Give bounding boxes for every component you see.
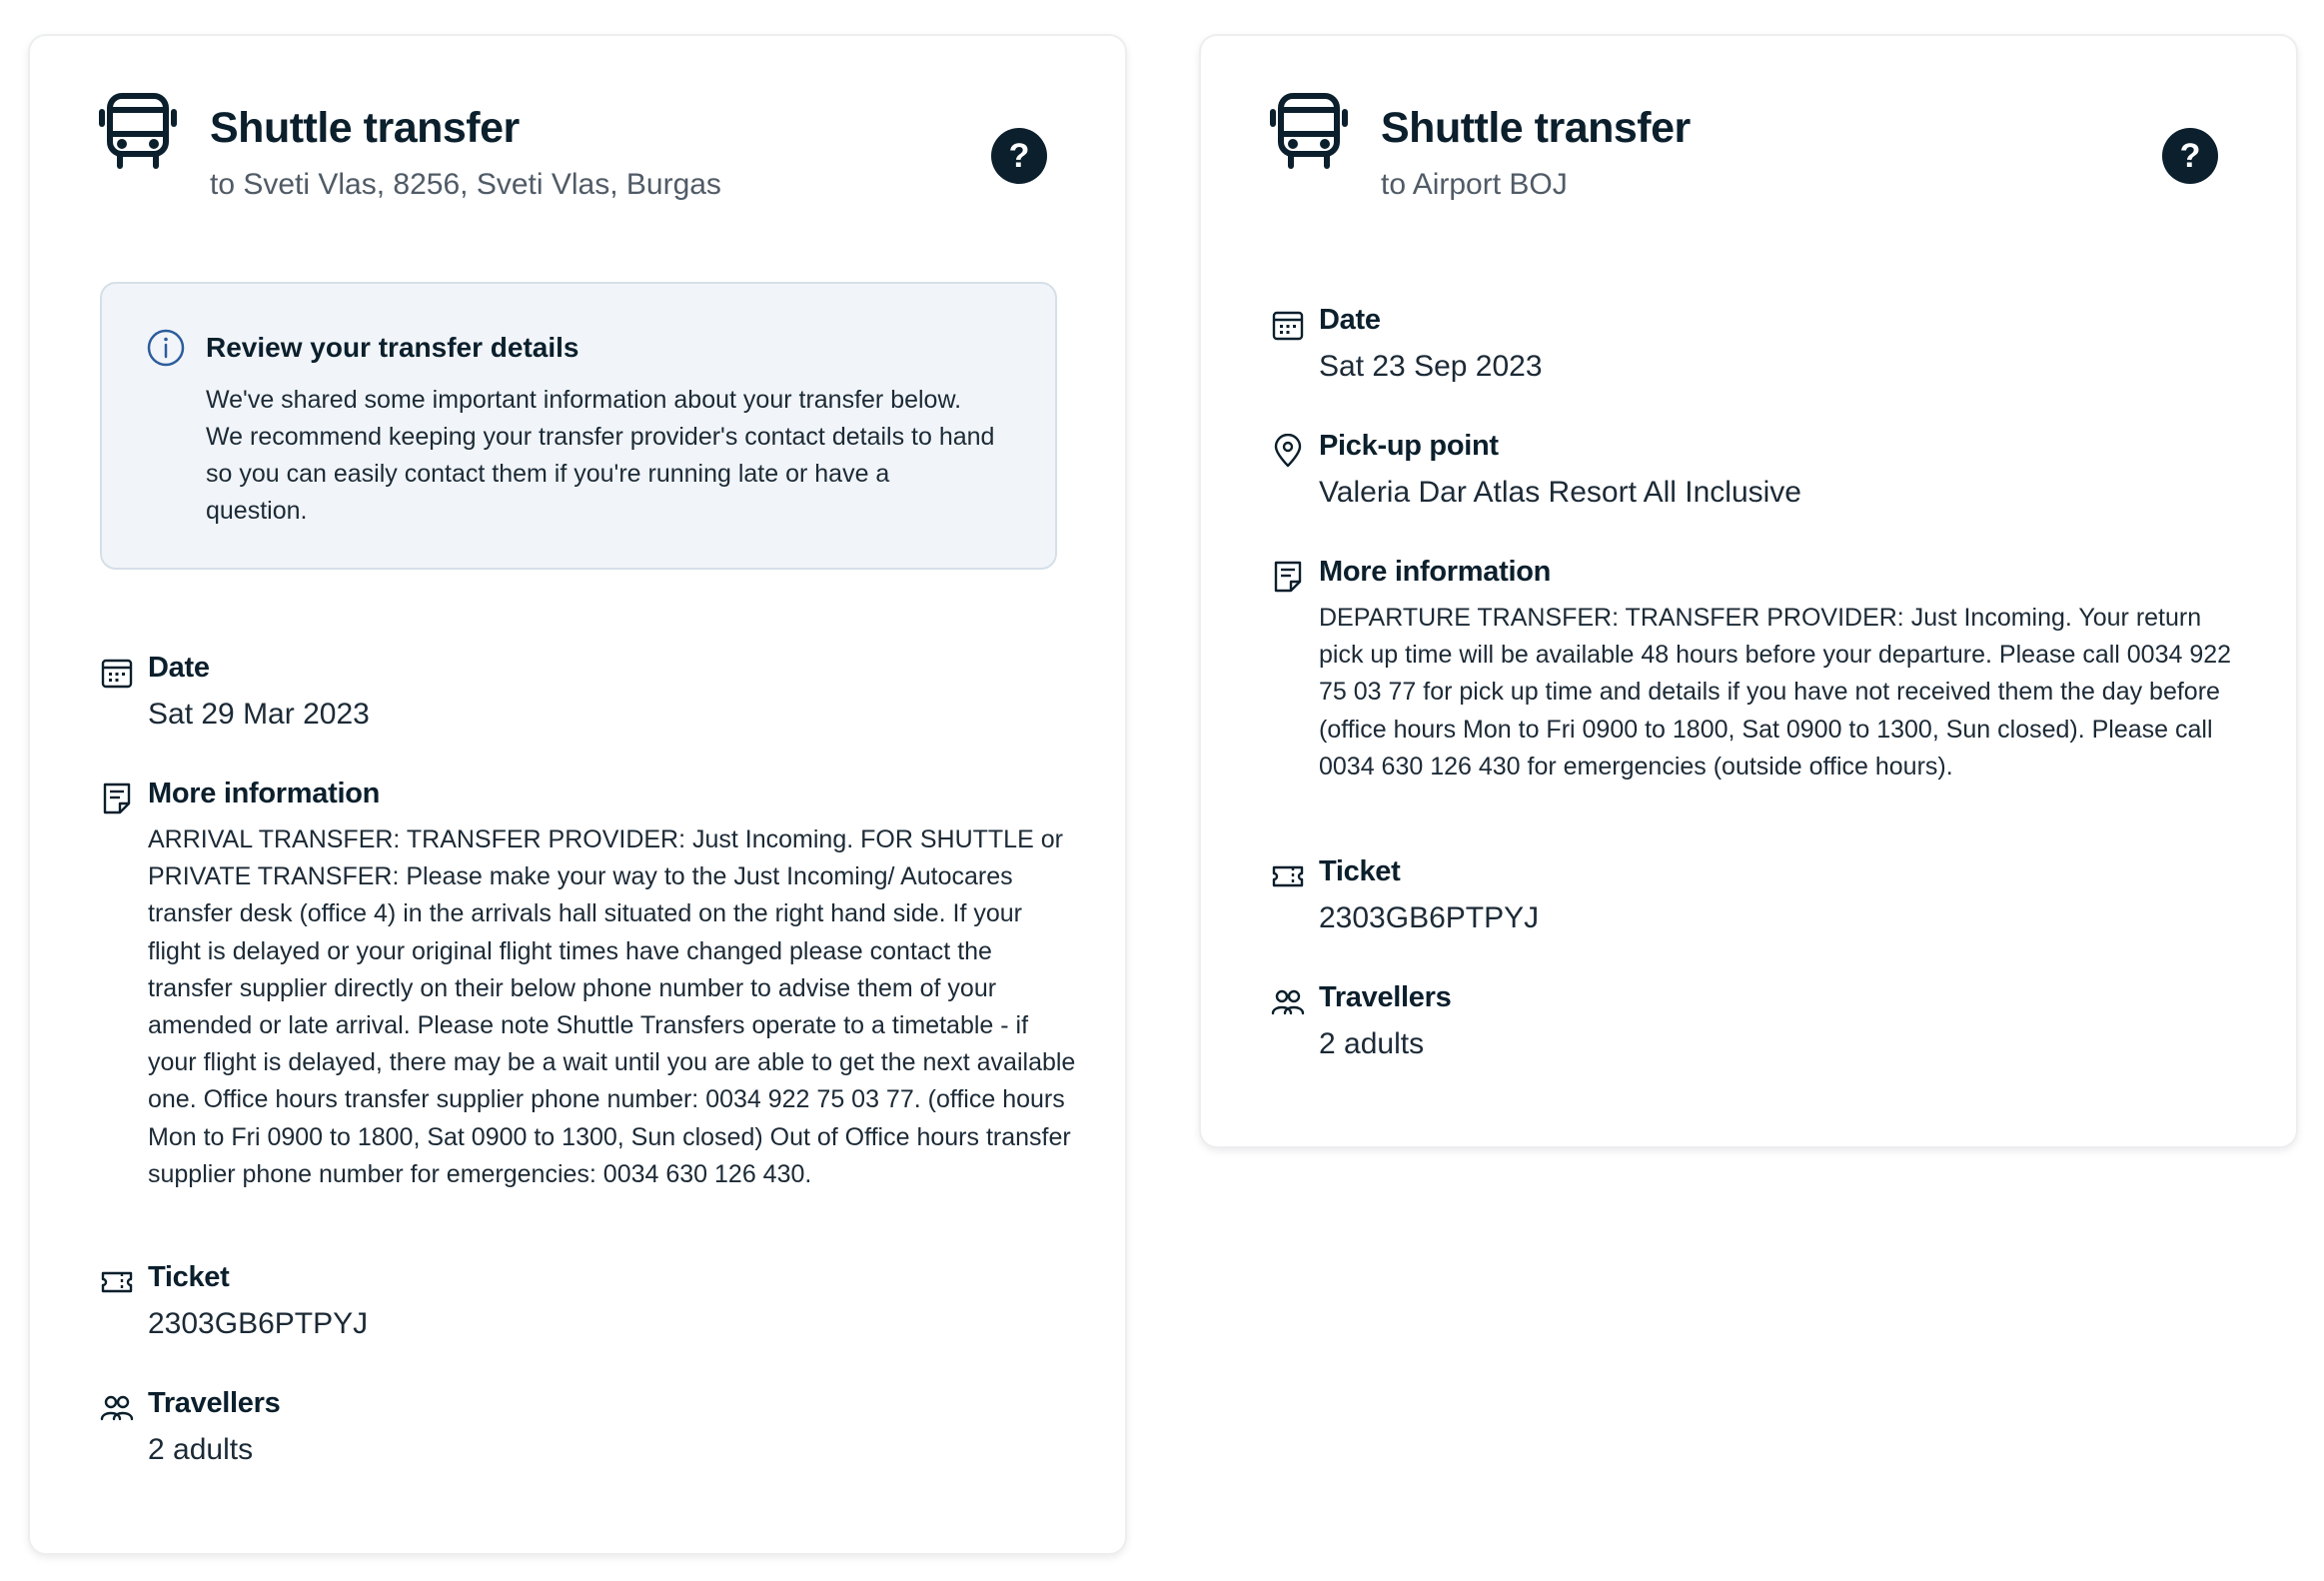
calendar-icon bbox=[1271, 308, 1305, 342]
date-label: Date bbox=[1319, 304, 1381, 336]
ticket-label: Ticket bbox=[148, 1261, 230, 1293]
date-value: Sat 23 Sep 2023 bbox=[1319, 350, 1543, 383]
ticket-label: Ticket bbox=[1319, 855, 1401, 887]
card-subtitle: to Airport BOJ bbox=[1381, 168, 1568, 201]
card-title: Shuttle transfer bbox=[1381, 104, 1691, 152]
date-label: Date bbox=[148, 652, 210, 684]
date-value: Sat 29 Mar 2023 bbox=[148, 698, 370, 731]
notice-text: We've shared some important information about your transfer below. We recommend keeping your transfer provider's contact details to hand so you can easily contact them if you're running late or have a question. bbox=[206, 386, 995, 525]
notice-title: Review your transfer details bbox=[206, 332, 580, 363]
date-section bbox=[1271, 304, 2248, 394]
help-button[interactable]: ? bbox=[2162, 128, 2218, 184]
travellers-section bbox=[1271, 981, 2248, 1071]
ticket-icon bbox=[1271, 859, 1305, 893]
more-information-text: DEPARTURE TRANSFER: TRANSFER PROVIDER: Just Incoming. Your return pick up time will be available 48 hours before your departure. Please call 0034 922 75 03 77 for pick up time and details if you have not received them the day before (office hours Mon to Fri 0900 to 1800, Sat 0900 to 1300, Sun closed). Please call 0034 630 126 430 for emergencies (outside office hours). bbox=[1319, 604, 2232, 781]
travellers-value: 2 adults bbox=[148, 1433, 254, 1466]
people-icon bbox=[1271, 985, 1305, 1019]
card-header bbox=[1269, 90, 2228, 230]
card-subtitle: to Sveti Vlas, 8256, Sveti Vlas, Burgas bbox=[210, 168, 721, 201]
more-information-section bbox=[1271, 556, 2248, 855]
people-icon bbox=[100, 1391, 134, 1425]
pickup-section bbox=[1271, 430, 2248, 520]
ticket-icon bbox=[100, 1265, 134, 1299]
more-information-section bbox=[100, 778, 1077, 1277]
info-icon bbox=[146, 328, 186, 368]
more-information-label: More information bbox=[148, 778, 381, 809]
ticket-section bbox=[100, 1261, 1077, 1351]
ticket-section bbox=[1271, 855, 2248, 945]
card-title: Shuttle transfer bbox=[210, 104, 520, 152]
travellers-label: Travellers bbox=[148, 1387, 281, 1419]
bus-icon bbox=[1269, 90, 1349, 170]
pickup-label: Pick-up point bbox=[1319, 430, 1499, 462]
document-icon bbox=[1271, 560, 1305, 594]
help-button[interactable]: ? bbox=[991, 128, 1047, 184]
transfer-card-departure bbox=[1199, 34, 2298, 1148]
travellers-label: Travellers bbox=[1319, 981, 1452, 1013]
review-notice bbox=[100, 282, 1057, 570]
bus-icon bbox=[98, 90, 178, 170]
document-icon bbox=[100, 782, 134, 815]
ticket-value: 2303GB6PTPYJ bbox=[1319, 901, 1540, 934]
pickup-value: Valeria Dar Atlas Resort All Inclusive bbox=[1319, 476, 1801, 509]
transfer-card-arrival bbox=[28, 34, 1127, 1555]
travellers-value: 2 adults bbox=[1319, 1027, 1425, 1060]
more-information-text: ARRIVAL TRANSFER: TRANSFER PROVIDER: Just Incoming. FOR SHUTTLE or PRIVATE TRANSFER: Please make your way to the Just Incoming/ Autocares transfer desk (office 4) in the arrivals hall situated on the right hand side. If your flight is delayed or your original flight times have changed please contact the transfer supplier directly on their below phone number to advise them of your amended or late arrival. Please note Shuttle Transfers operate to a timetable - if your flight is delayed, there may be a wait until you are able to get the next available one. Office hours transfer supplier phone number: 0034 922 75 03 77. (office hours Mon to Fri 0900 to 1800, Sat 0900 to 1300, Sun closed) Out of Office hours transfer supplier phone number for emergencies: 0034 630 126 430. bbox=[148, 825, 1076, 1188]
calendar-icon bbox=[100, 656, 134, 690]
ticket-value: 2303GB6PTPYJ bbox=[148, 1307, 369, 1340]
date-section bbox=[100, 652, 1077, 742]
travellers-section bbox=[100, 1387, 1077, 1477]
card-header bbox=[98, 90, 1057, 230]
more-information-label: More information bbox=[1319, 556, 1552, 588]
location-pin-icon bbox=[1271, 434, 1305, 468]
